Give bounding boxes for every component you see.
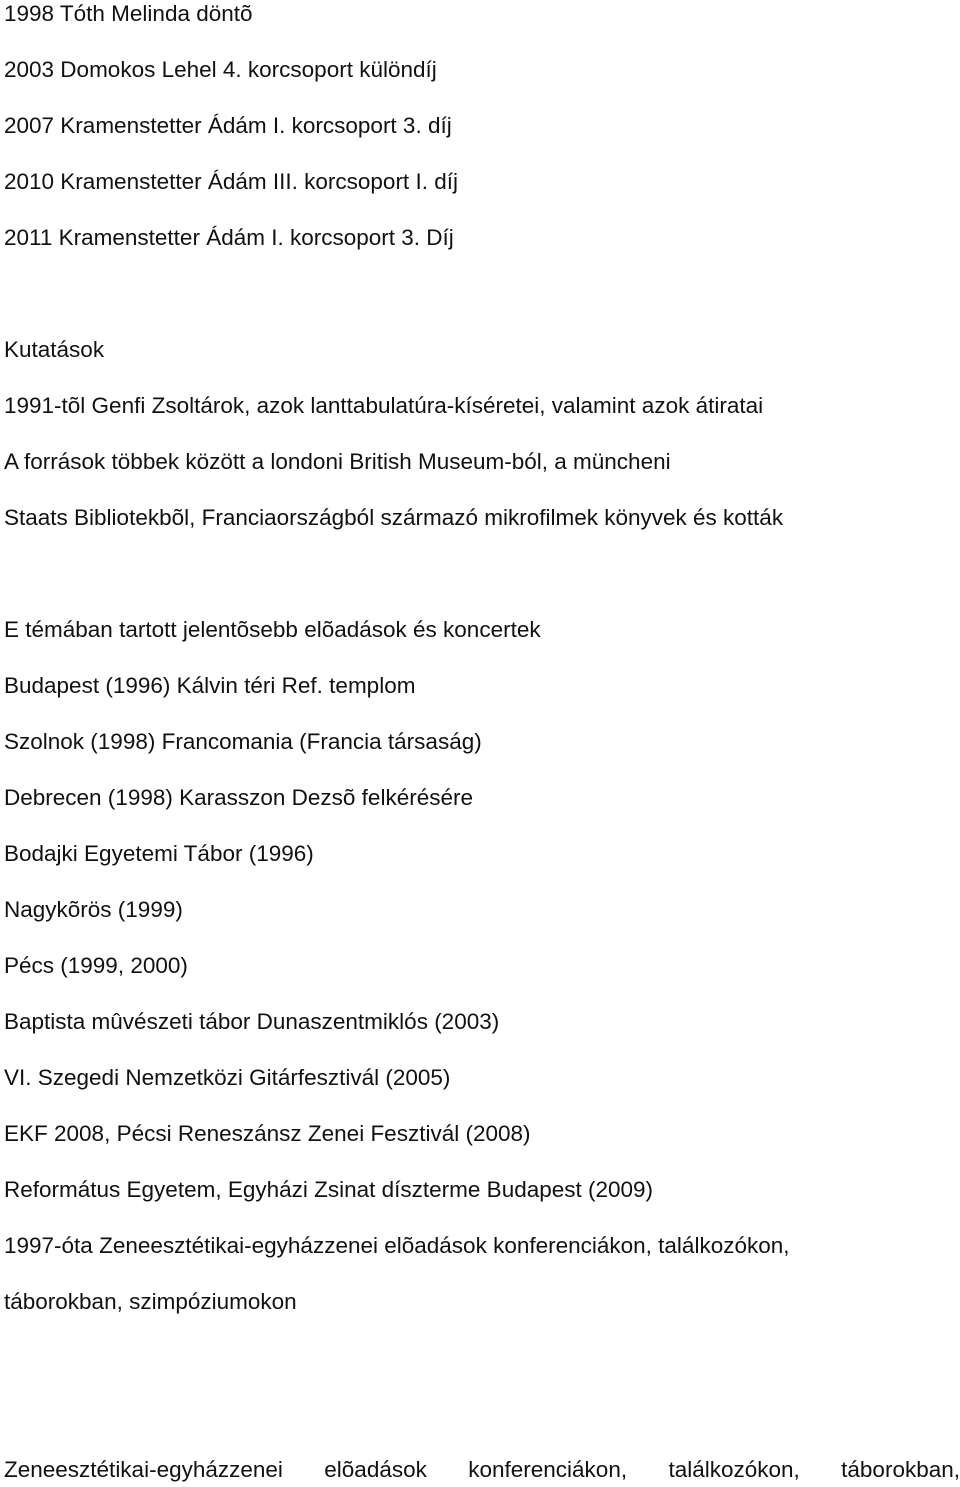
lecture-item: Debrecen (1998) Karasszon Dezsõ felkérésére bbox=[4, 785, 473, 810]
research-line: Staats Bibliotekbõl, Franciaországból származó mikrofilmek könyvek és kották bbox=[4, 505, 784, 530]
award-line: 2011 Kramenstetter Ádám I. korcsoport 3. Díj bbox=[4, 225, 454, 250]
award-line: 2003 Domokos Lehel 4. korcsoport különdíj bbox=[4, 57, 437, 82]
research-line: A források többek között a londoni British Museum-ból, a müncheni bbox=[4, 449, 671, 474]
footer-word: elõadások bbox=[324, 1457, 427, 1482]
footer-justified-line bbox=[4, 1456, 960, 1484]
research-line: 1991-tõl Genfi Zsoltárok, azok lanttabulatúra-kíséretei, valamint azok átiratai bbox=[4, 393, 764, 418]
lecture-item: Szolnok (1998) Francomania (Francia társaság) bbox=[4, 729, 482, 754]
lecture-item: VI. Szegedi Nemzetközi Gitárfesztivál (2005) bbox=[4, 1065, 451, 1090]
lectures-heading: E témában tartott jelentõsebb elõadások és koncertek bbox=[4, 617, 541, 642]
lecture-item: Bodajki Egyetemi Tábor (1996) bbox=[4, 841, 314, 866]
lecture-item: Baptista mûvészeti tábor Dunaszentmiklós (2003) bbox=[4, 1009, 500, 1034]
footer-word: táborokban, bbox=[841, 1457, 960, 1482]
footer-word: találkozókon, bbox=[668, 1457, 800, 1482]
lecture-item: EKF 2008, Pécsi Reneszánsz Zenei Fesztivál (2008) bbox=[4, 1121, 531, 1146]
footer-word: konferenciákon, bbox=[468, 1457, 628, 1482]
lecture-item: Pécs (1999, 2000) bbox=[4, 953, 188, 978]
lecture-item: 1997-óta Zeneesztétikai-egyházzenei elõadások konferenciákon, találkozókon, bbox=[4, 1233, 790, 1258]
lecture-item: Református Egyetem, Egyházi Zsinat díszterme Budapest (2009) bbox=[4, 1177, 654, 1202]
footer-word: Zeneesztétikai-egyházzenei bbox=[4, 1457, 283, 1482]
lecture-item: táborokban, szimpóziumokon bbox=[4, 1289, 297, 1314]
award-line: 1998 Tóth Melinda döntõ bbox=[4, 1, 253, 26]
lecture-item: Budapest (1996) Kálvin téri Ref. templom bbox=[4, 673, 416, 698]
award-line: 2007 Kramenstetter Ádám I. korcsoport 3. díj bbox=[4, 113, 452, 138]
lecture-item: Nagykõrös (1999) bbox=[4, 897, 183, 922]
research-heading: Kutatások bbox=[4, 337, 105, 362]
award-line: 2010 Kramenstetter Ádám III. korcsoport I. díj bbox=[4, 169, 458, 194]
